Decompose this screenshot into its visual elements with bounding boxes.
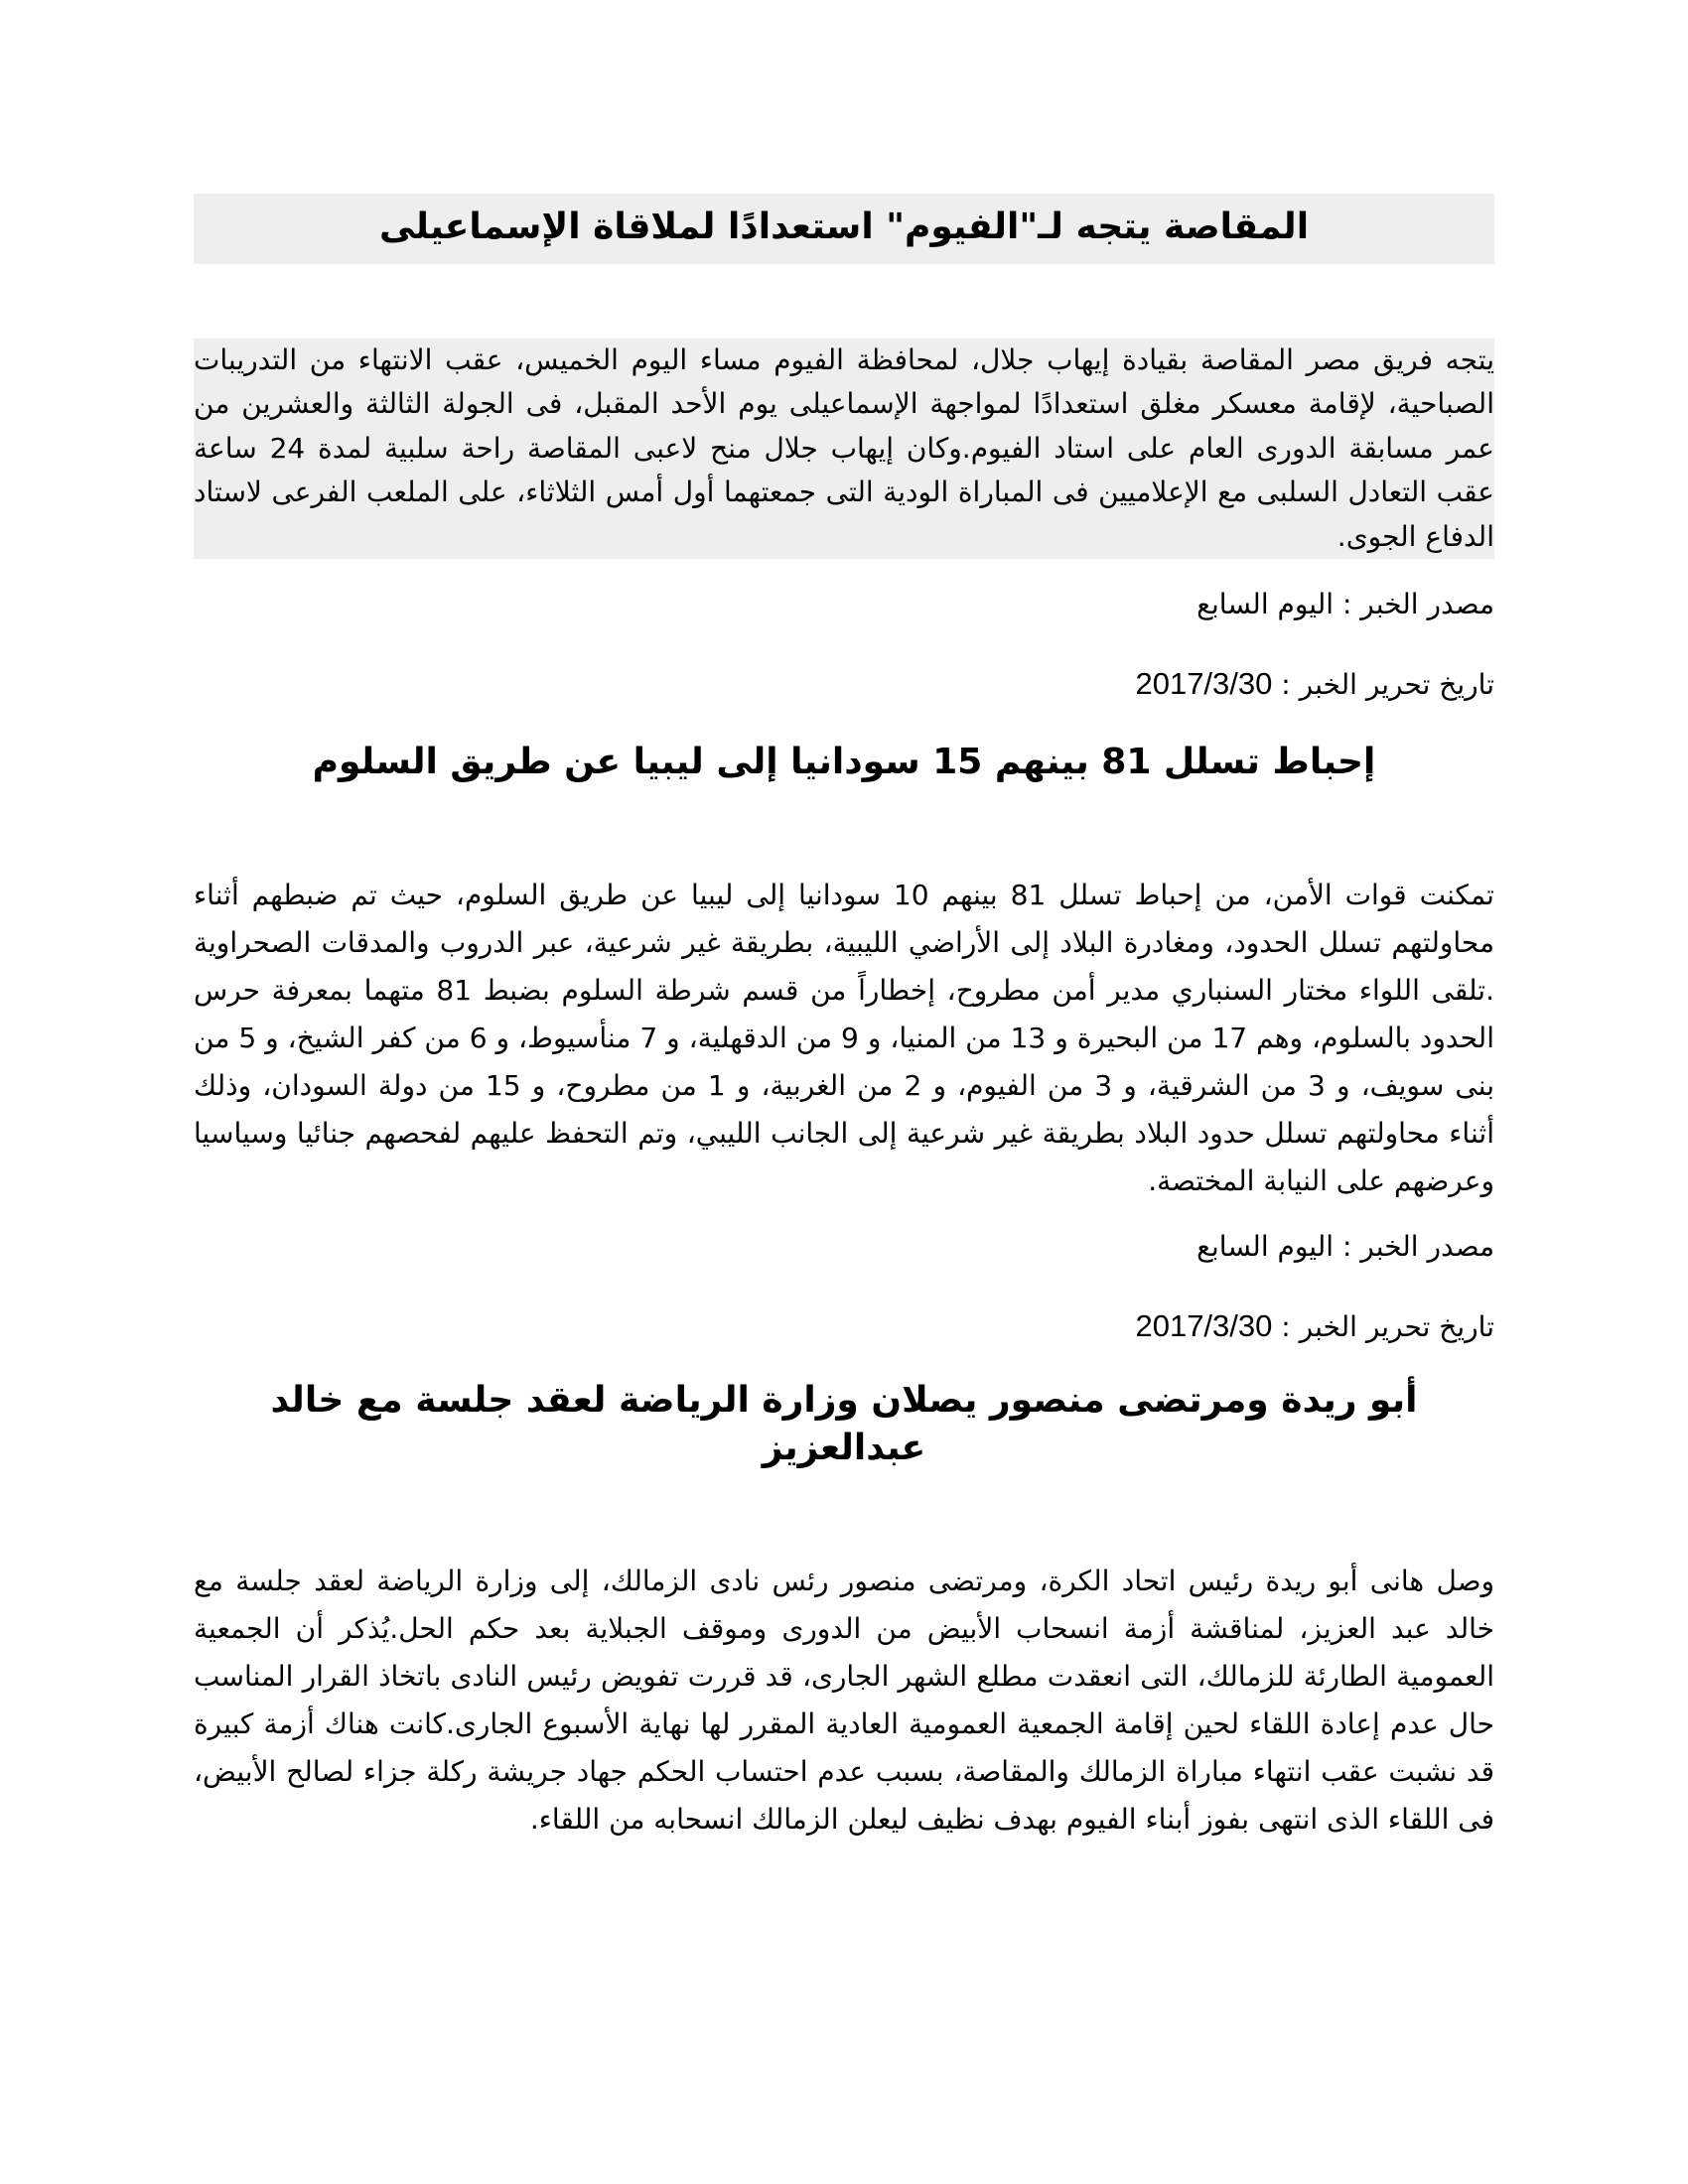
- article-title: المقاصة يتجه لـ"الفيوم" استعدادًا لملاقاة الإسماعيلى: [194, 194, 1494, 264]
- article-body: يتجه فريق مصر المقاصة بقيادة إيهاب جلال، لمحافظة الفيوم مساء اليوم الخميس، عقب الانتهاء من التدريبات الصباحية، لإقامة معسكر مغلق استعدادًا لمواجهة الإسماعيلى يوم الأحد المقبل، فى الجولة الثالثة والعشرين من عمر مسابقة الدورى العام على استاد الفيوم.وكان إيهاب جلال منح لاعبى المقاصة راحة سلبية لمدة 24 ساعة عقب التعادل السلبى مع الإعلاميين فى المباراة الودية التى جمعتهما أول أمس الثلاثاء، على الملعب الفرعى لاستاد الدفاع الجوى.: [194, 339, 1494, 560]
- edit-date-line: [194, 1306, 1494, 1347]
- edit-date-label: تاريخ تحرير الخبر :: [1281, 668, 1494, 702]
- news-source: مصدر الخبر : اليوم السابع: [1196, 588, 1494, 621]
- article-3: [194, 1377, 1494, 1843]
- article-title: أبو ريدة ومرتضى منصور يصلان وزارة الرياضة لعقد جلسة مع خالد عبدالعزيز: [270, 1379, 1418, 1469]
- article-2: [194, 739, 1494, 1347]
- article-title: إحباط تسلل 81 بينهم 15 سودانيا إلى ليبيا عن طريق السلوم: [312, 742, 1376, 783]
- edit-date-value: 2017/3/30: [1135, 666, 1273, 702]
- edit-date-label: تاريخ تحرير الخبر :: [1281, 1309, 1494, 1343]
- article-1: [194, 194, 1494, 705]
- article-body: تمكنت قوات الأمن، من إحباط تسلل 81 بينهم 10 سودانيا إلى ليبيا عن طريق السلوم، حيث تم ضبطهم أثناء محاولتهم تسلل الحدود، ومغادرة البلاد إلى الأراضي الليبية، بطريقة غير شرعية، عبر الدروب والمدقات الصحراوية .تلقى اللواء مختار السنباري مدير أمن مطروح، إخطاراً من قسم شرطة السلوم بضبط 81 متهما بمعرفة حرس الحدود بالسلوم، وهم 17 من البحيرة و 13 من المنيا، و 9 من الدقهلية، و 7 منأسيوط، و 6 من كفر الشيخ، و 5 من بنى سويف، و 3 من الشرقية، و 3 من الفيوم، و 2 من الغربية، و 1 من مطروح، و 15 من دولة السودان، وذلك أثناء محاولتهم تسلل حدود البلاد بطريقة غير شرعية إلى الجانب الليبي، وتم التحفظ عليهم لفحصهم جنائيا وسياسيا وعرضهم على النيابة المختصة.: [194, 878, 1494, 1197]
- news-source: مصدر الخبر : اليوم السابع: [1196, 1229, 1494, 1263]
- document-page: [194, 194, 1494, 1843]
- edit-date-value: 2017/3/30: [1135, 1307, 1273, 1343]
- edit-date-line: [194, 664, 1494, 705]
- article-body: وصل هانى أبو ريدة رئيس اتحاد الكرة، ومرتضى منصور رئس نادى الزمالك، إلى وزارة الرياضة لعقد جلسة مع خالد عبد العزيز، لمناقشة أزمة انسحاب الأبيض من الدورى وموقف الجبلاية بعد حكم الحل.يُذكر أن الجمعية العمومية الطارئة للزمالك، التى انعقدت مطلع الشهر الجارى، قد قررت تفويض رئيس النادى باتخاذ القرار المناسب حال عدم إعادة اللقاء لحين إقامة الجمعية العمومية العادية المقرر لها نهاية الأسبوع الجارى.كانت هناك أزمة كبيرة قد نشبت عقب انتهاء مباراة الزمالك والمقاصة، بسبب عدم احتساب الحكم جهاد جريشة ركلة جزاء لصالح الأبيض، فى اللقاء الذى انتهى بفوز أبناء الفيوم بهدف نظيف ليعلن الزمالك انسحابه من اللقاء.: [194, 1564, 1494, 1836]
